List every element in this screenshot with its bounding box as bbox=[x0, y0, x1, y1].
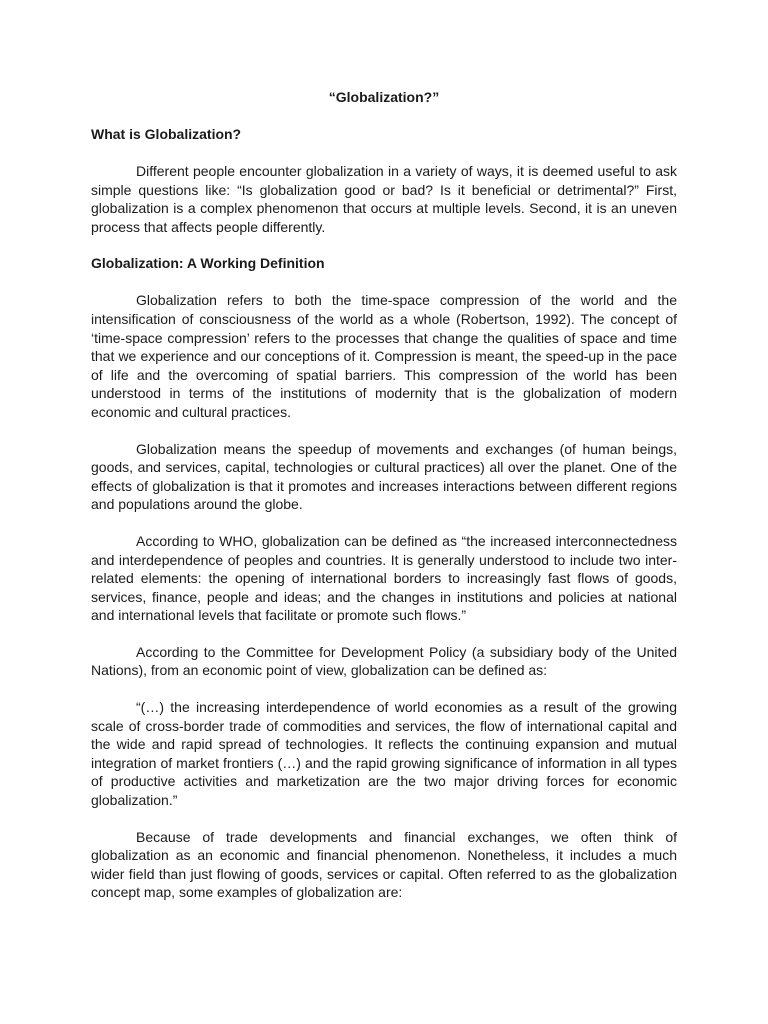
block-quote: “(…) the increasing interdependence of world economies as a result of the growing scale of cross-border trade of commodities and services, the flow of international capital and the wide and rapid spread of technologies. It reflects the continuing expansion and mutual integration of market frontiers (…) and the rapid growing significance of information in all types of productive activities and marketization are the two major driving forces for economic globalization.” bbox=[91, 699, 677, 809]
paragraph: Different people encounter globalization in a variety of ways, it is deemed useful to ask simple questions like: “Is globalization good or bad? Is it beneficial or detrimental?” First, globalization is a complex phenomenon that occurs at multiple levels. Second, it is an uneven process that affects people differently. bbox=[91, 163, 677, 235]
paragraph: According to the Committee for Development Policy (a subsidiary body of the United Nations), from an economic point of view, globalization can be defined as: bbox=[91, 643, 677, 679]
document-page bbox=[91, 88, 677, 920]
paragraph: According to WHO, globalization can be defined as “the increased interconnectedness and interdependence of peoples and countries. It is generally understood to include two inter-related elements: the opening of international borders to increasingly fast flows of goods, services, finance, people and ideas; and the changes in institutions and policies at national and international levels that facilitate or promote such flows.” bbox=[91, 532, 677, 624]
section-heading-working-definition: Globalization: A Working Definition bbox=[91, 255, 325, 272]
document-title: “Globalization?” bbox=[328, 89, 440, 105]
paragraph: Globalization means the speedup of movements and exchanges (of human beings, goods, and services, capital, technologies or cultural practices) all over the planet. One of the effects of globalization is that it promotes and increases interactions between different regions and populations around the globe. bbox=[91, 440, 677, 513]
paragraph: Because of trade developments and financial exchanges, we often think of globalization as an economic and financial phenomenon. Nonetheless, it includes a much wider field than just flowing of goods, services or capital. Often referred to as the globalization concept map, some examples of globalization are: bbox=[91, 828, 677, 901]
paragraph: Globalization refers to both the time-space compression of the world and the intensification of consciousness of the world as a whole (Robertson, 1992). The concept of ‘time-space compression’ refers to the processes that change the qualities of space and time that we experience and our conceptions of it. Compression is meant, the speed-up in the pace of life and the overcoming of spatial barriers. This compression of the world has been understood in terms of the institutions of modernity that is the globalization of modern economic and cultural practices. bbox=[91, 292, 677, 420]
section-heading-what-is-globalization: What is Globalization? bbox=[91, 126, 242, 142]
